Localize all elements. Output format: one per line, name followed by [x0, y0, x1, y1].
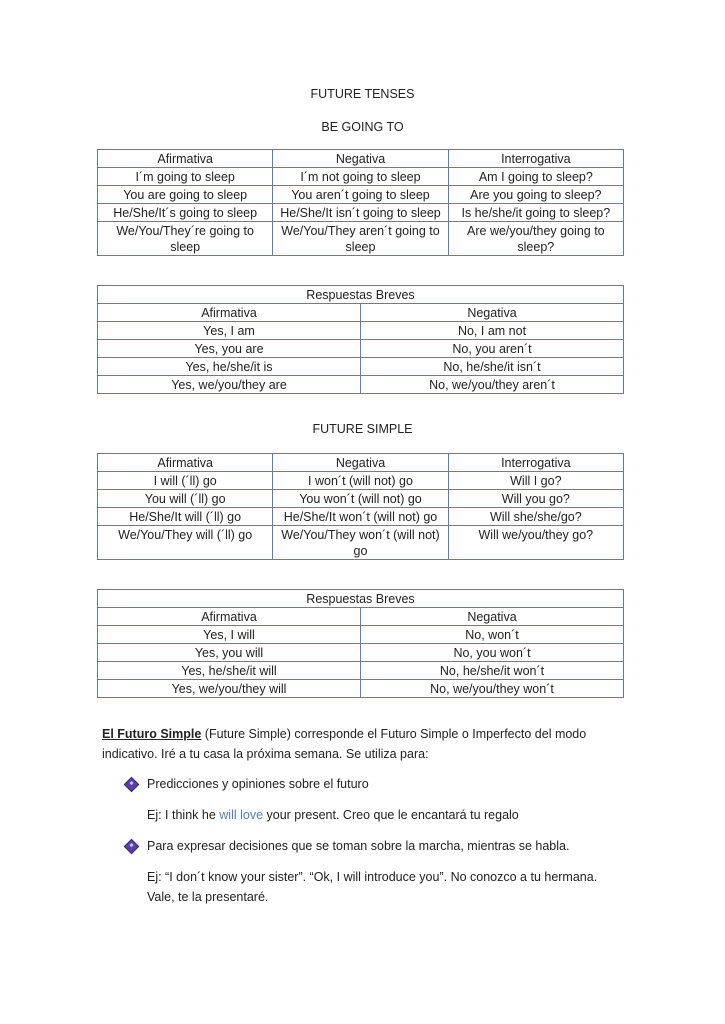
table-row — [98, 490, 624, 508]
table-row — [98, 662, 624, 680]
header-cell: Negativa — [273, 150, 448, 168]
example-1-end: your present. Creo que le encantará tu regalo — [263, 808, 519, 822]
table-header-row — [98, 454, 624, 472]
future-simple-table — [97, 453, 624, 560]
page-title: FUTURE TENSES — [310, 87, 415, 101]
header-cell: Afirmativa — [98, 150, 273, 168]
going-to-table — [97, 149, 624, 256]
table-cell: No, you won´t — [361, 644, 624, 662]
table-cell: He/She/It´s going to sleep — [98, 204, 273, 222]
table-cell: Yes, we/you/they will — [98, 680, 361, 698]
bullet-item-decisions: Para expresar decisiones que se toman sobre la marcha, mientras se habla. — [147, 839, 570, 853]
example-1 — [147, 805, 617, 825]
table-cell: No, I am not — [361, 322, 624, 340]
table-row — [98, 680, 624, 698]
table-header-row — [98, 608, 624, 626]
table-cell: He/She/It won´t (will not) go — [273, 508, 448, 526]
table-cell: Yes, I will — [98, 626, 361, 644]
header-cell: Negativa — [361, 304, 624, 322]
bullet-item-predictions: Predicciones y opiniones sobre el futuro — [147, 777, 369, 791]
table-cell: Yes, you will — [98, 644, 361, 662]
term-heading: El Futuro Simple — [102, 727, 202, 741]
table-cell: He/She/It isn´t going to sleep — [273, 204, 448, 222]
table-header-row — [98, 150, 624, 168]
table-cell: Will you go? — [448, 490, 623, 508]
table-title-cell: Respuestas Breves — [98, 286, 624, 304]
table-cell: You are going to sleep — [98, 186, 273, 204]
table-row — [98, 222, 624, 256]
table-cell: No, we/you/they aren´t — [361, 376, 624, 394]
table-cell: No, he/she/it won´t — [361, 662, 624, 680]
section-title-future-simple: FUTURE SIMPLE — [312, 422, 413, 436]
table-cell: You will (´ll) go — [98, 490, 273, 508]
table-cell: He/She/It will (´ll) go — [98, 508, 273, 526]
table-cell: Are you going to sleep? — [448, 186, 623, 204]
table-cell: We/You/They aren´t going to sleep — [273, 222, 448, 256]
future-simple-short-answers-table — [97, 589, 624, 698]
table-row — [98, 376, 624, 394]
example-1-start: Ej: I think he — [147, 808, 220, 822]
section-title-going-to: BE GOING TO — [321, 120, 404, 134]
header-cell: Negativa — [273, 454, 448, 472]
table-row — [98, 186, 624, 204]
table-header-row — [98, 304, 624, 322]
header-cell: Negativa — [361, 608, 624, 626]
table-cell: You aren´t going to sleep — [273, 186, 448, 204]
table-row — [98, 322, 624, 340]
table-cell: I´m going to sleep — [98, 168, 273, 186]
table-cell: I´m not going to sleep — [273, 168, 448, 186]
table-cell: Yes, I am — [98, 322, 361, 340]
header-cell: Afirmativa — [98, 304, 361, 322]
table-title-row — [98, 590, 624, 608]
table-cell: I won´t (will not) go — [273, 472, 448, 490]
table-cell: We/You/They won´t (will not) go — [273, 526, 448, 560]
header-cell: Interrogativa — [448, 454, 623, 472]
table-cell: Yes, he/she/it is — [98, 358, 361, 376]
table-cell: Are we/you/they going to sleep? — [448, 222, 623, 256]
intro-paragraph — [102, 724, 602, 764]
table-cell: I will (´ll) go — [98, 472, 273, 490]
header-cell: Afirmativa — [98, 454, 273, 472]
table-cell: No, we/you/they won´t — [361, 680, 624, 698]
table-cell: We/You/They will (´ll) go — [98, 526, 273, 560]
header-cell: Interrogativa — [448, 150, 623, 168]
table-row — [98, 626, 624, 644]
table-row — [98, 358, 624, 376]
table-cell: You won´t (will not) go — [273, 490, 448, 508]
table-row — [98, 340, 624, 358]
header-cell: Afirmativa — [98, 608, 361, 626]
table-cell: Will she/she/go? — [448, 508, 623, 526]
going-to-short-answers-table — [97, 285, 624, 394]
intro-text: (Future Simple) corresponde el Futuro Simple o Imperfecto del modo indicativo. Iré a tu casa la próxima semana. Se utiliza para: — [102, 727, 587, 761]
table-row — [98, 168, 624, 186]
diamond-bullet-icon — [124, 839, 140, 855]
table-row — [98, 526, 624, 560]
table-cell: Yes, we/you/they are — [98, 376, 361, 394]
table-row — [98, 644, 624, 662]
table-cell: Will I go? — [448, 472, 623, 490]
table-title-row — [98, 286, 624, 304]
table-cell: Yes, he/she/it will — [98, 662, 361, 680]
table-cell: We/You/They´re going to sleep — [98, 222, 273, 256]
table-cell: Will we/you/they go? — [448, 526, 623, 560]
table-row — [98, 204, 624, 222]
table-cell: Yes, you are — [98, 340, 361, 358]
table-cell: Am I going to sleep? — [448, 168, 623, 186]
example-2: Ej: “I don´t know your sister”. “Ok, I will introduce you”. No conozco a tu hermana. Vale, te la presentaré. — [147, 870, 598, 904]
table-title-cell: Respuestas Breves — [98, 590, 624, 608]
table-row — [98, 472, 624, 490]
table-cell: No, he/she/it isn´t — [361, 358, 624, 376]
table-cell: No, won´t — [361, 626, 624, 644]
table-cell: Is he/she/it going to sleep? — [448, 204, 623, 222]
table-row — [98, 508, 624, 526]
diamond-bullet-icon — [124, 777, 140, 793]
table-cell: No, you aren´t — [361, 340, 624, 358]
highlighted-verb: will love — [219, 808, 264, 822]
